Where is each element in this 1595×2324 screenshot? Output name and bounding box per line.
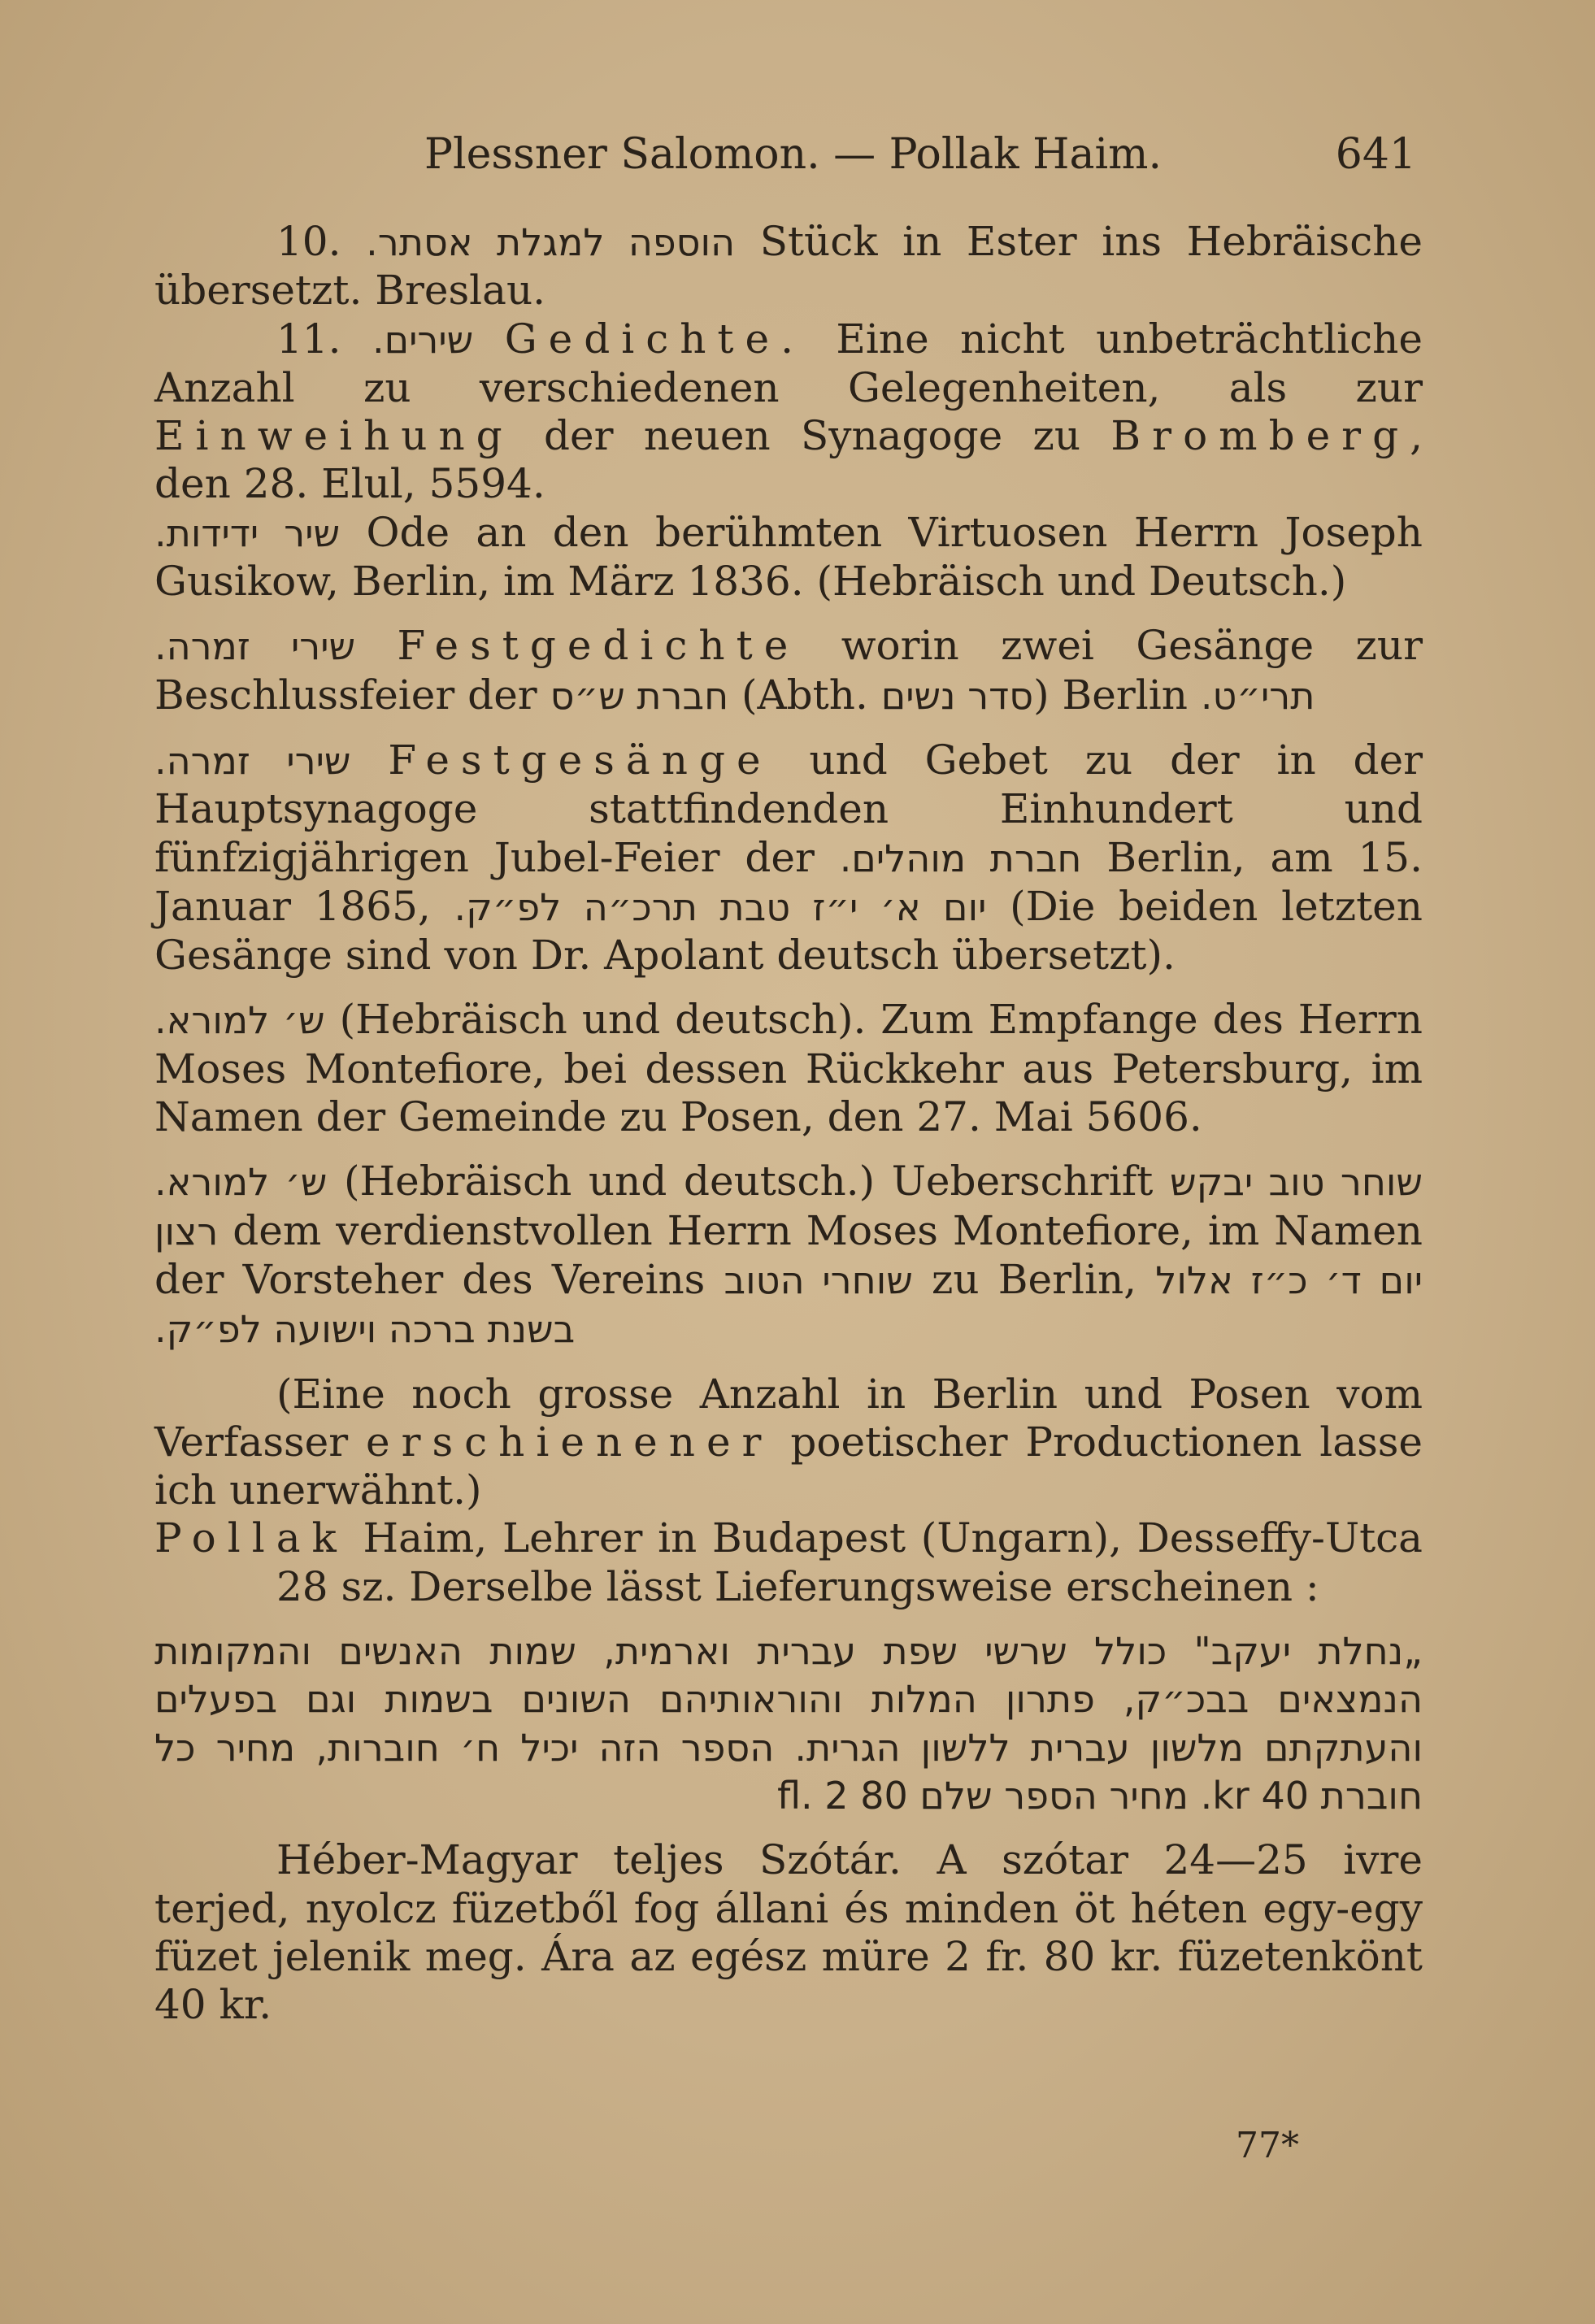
running-title: Plessner Salomon. — Pollak Haim. bbox=[424, 130, 1162, 179]
entry-text: Stück in Ester ins Hebräische übersetzt. Breslau. bbox=[154, 218, 1423, 315]
hebrew-title: שירי זמרה. bbox=[154, 624, 356, 669]
spaced-term: Gedichte. bbox=[504, 315, 805, 363]
hebrew-term: שוחר טוב יבקש רצון bbox=[154, 1160, 1423, 1253]
entry-note bbox=[154, 1371, 1423, 1515]
entry-number: 10. bbox=[276, 218, 341, 265]
hebrew-paragraph: „נחלת יעקב" כולל שרשי שפת עברית וארמית, שמות האנשים והמקומות הנמצאים בבכ״ק, פתרון המלות והוראותיהם השונים בשמות וגם בפעלים והעתקתם מלשון עברית ללשון הגרית. הספר הזה יכיל ח׳ חוברות, מחיר כל חוברת 40 kr. מחיר הספר שלם 80 fl. 2 bbox=[154, 1629, 1423, 1818]
entry-text: der neuen Synagoge zu bbox=[513, 412, 1111, 460]
entry-text: zu Berlin, bbox=[912, 1255, 1156, 1303]
entry-text: , den 28. Elul, 5594. bbox=[154, 412, 1423, 508]
hebrew-term: יום א׳ י״ז טבת תרכ״ה לפ״ק. bbox=[454, 884, 987, 929]
page-body bbox=[154, 218, 1423, 2029]
entry-montefiore-1 bbox=[154, 996, 1423, 1141]
hebrew-title: ש׳ למורא. bbox=[154, 998, 325, 1043]
hebrew-term: תרי״ט. bbox=[1200, 673, 1315, 718]
entry-11 bbox=[154, 315, 1423, 509]
spaced-term: Einweihung bbox=[154, 412, 514, 460]
entry-text: Eine nicht unbeträchtliche Anzahl zu verschiedenen Gelegenheiten, als zur bbox=[154, 315, 1423, 411]
entry-10 bbox=[154, 218, 1423, 315]
entry-text: Ode an den berühmten Virtuosen Herrn Joseph Gusikow, Berlin, im März 1836. (Hebräisch und Deutsch.) bbox=[154, 508, 1423, 606]
spaced-term: Festgedichte bbox=[397, 622, 800, 670]
hebrew-title: הוספה למגלת אסתר. bbox=[366, 220, 736, 264]
hebrew-title: ש׳ למורא. bbox=[154, 1160, 328, 1205]
entry-text: Haim, Lehrer in Budapest (Ungarn), Desseffy-Utca 28 sz. Derselbe lässt Lieferungsweise erscheinen : bbox=[276, 1514, 1423, 1610]
entry-text: Berlin, am 15. Januar 1865, bbox=[154, 833, 1423, 930]
hebrew-term: סדר נשים bbox=[880, 673, 1034, 718]
entry-text: (Hebräisch und deutsch.) Ueberschrift bbox=[327, 1158, 1171, 1205]
entry-pollak bbox=[154, 1514, 1423, 1611]
entry-text: poetischer Productionen lasse ich unerwähnt.) bbox=[154, 1418, 1423, 1514]
entry-text: dem verdienstvollen Herrn Moses Montefiore, im Namen der Vorsteher des Vereins bbox=[154, 1206, 1423, 1303]
spaced-term: Festgesänge bbox=[388, 736, 772, 784]
entry-text: (Abth. bbox=[728, 671, 881, 719]
hebrew-term: חברת מוהלים. bbox=[839, 836, 1082, 880]
entry-text: (Eine noch grosse Anzahl in Berlin und Posen vom Verfasser bbox=[154, 1370, 1423, 1466]
entry-text: ) Berlin bbox=[1033, 671, 1201, 719]
hebrew-title: שירים. bbox=[372, 317, 474, 362]
entry-festgedichte bbox=[154, 622, 1423, 720]
entry-number: 11. bbox=[276, 315, 341, 363]
entry-festgesaenge bbox=[154, 736, 1423, 980]
author-name: Pollak bbox=[154, 1514, 348, 1562]
entry-text: (Hebräisch und deutsch). Zum Empfange des Herrn Moses Montefiore, bei dessen Rückkehr aus Petersburg, im Namen der Gemeinde zu Posen, den 27. Mai 5606. bbox=[154, 996, 1423, 1141]
entry-text: Héber-Magyar teljes Szótár. A szótar 24—25 ivre terjed, nyolcz füzetből fog állani és minden öt héten egy-egy füzet jelenik meg. Ára az egész müre 2 fr. 80 kr. füzetenkönt 40 kr. bbox=[154, 1836, 1423, 2029]
entry-ode bbox=[154, 509, 1423, 606]
spaced-term: Bromberg bbox=[1110, 412, 1410, 460]
entry-montefiore-2 bbox=[154, 1158, 1423, 1353]
entry-text: worin zwei Gesänge zur Beschlussfeier der bbox=[154, 622, 1423, 719]
signature-mark: 77* bbox=[1236, 2125, 1299, 2166]
hebrew-term: שוחרי הטוב bbox=[724, 1258, 913, 1302]
spaced-term: erschienener bbox=[366, 1418, 773, 1466]
entry-heber-magyar bbox=[154, 1836, 1423, 2029]
entry-text: und Gebet zu der in der Hauptsynagoge stattfindenden Einhundert und fünfzigjährigen Jubel-Feier der bbox=[154, 736, 1423, 881]
page-number: 641 bbox=[1335, 130, 1416, 179]
hebrew-term: חברת ש״ס bbox=[550, 673, 729, 718]
entry-text: (Die beiden letzten Gesänge sind von Dr. Apolant deutsch übersetzt). bbox=[154, 882, 1423, 980]
hebrew-term: יום ד׳ כ״ז אלול בשנת ברכה וישועה לפ״ק. bbox=[154, 1258, 1423, 1352]
hebrew-title: שירי זמרה. bbox=[154, 738, 351, 783]
hebrew-title: שיר ידידות. bbox=[154, 510, 341, 555]
